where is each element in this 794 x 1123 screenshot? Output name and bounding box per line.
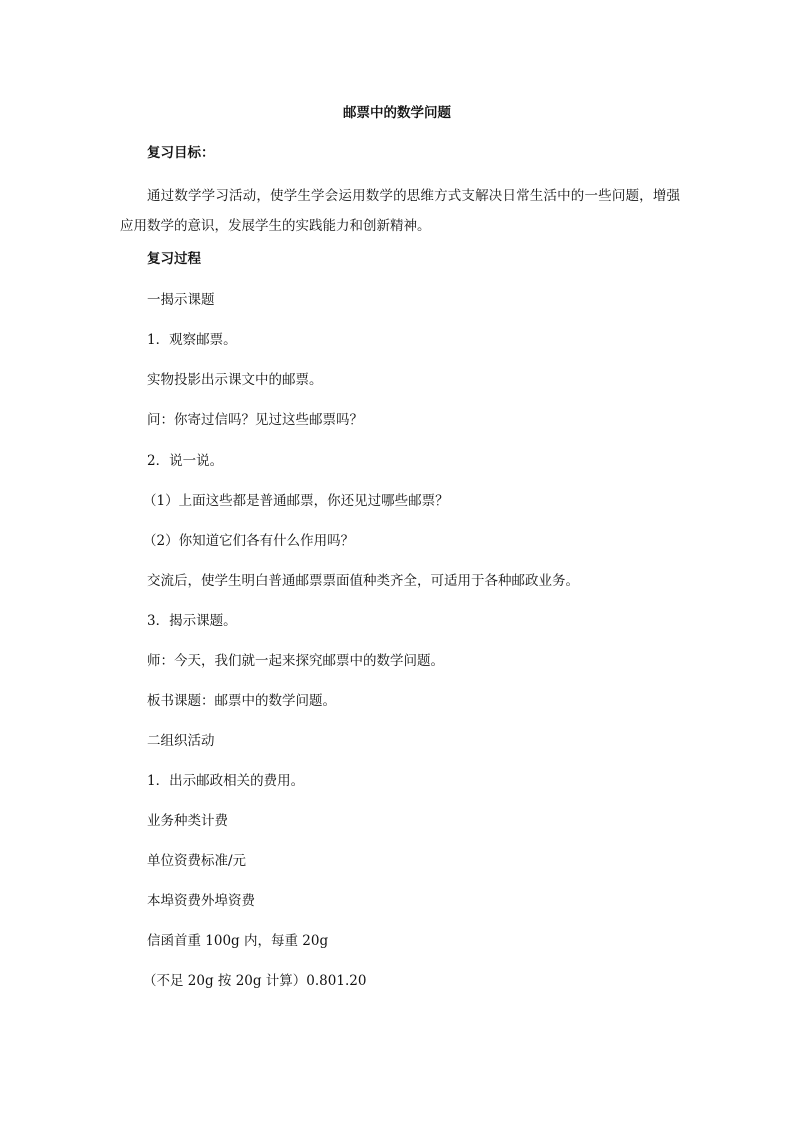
question-item: （1）上面这些都是普通邮票，你还见过哪些邮票？: [143, 493, 449, 509]
process-heading: 复习过程: [147, 251, 201, 267]
objectives-heading: 复习目标：: [147, 145, 215, 161]
step-reveal-topic: 3．揭示课题。: [147, 613, 237, 629]
document-title: 邮票中的数学问题: [343, 105, 451, 121]
text-line: 板书课题：邮票中的数学问题。: [147, 693, 336, 709]
text-line: （不足 20g 按 20g 计算）0.801.20: [143, 973, 367, 989]
text-line: 单位资费标准/元: [147, 853, 247, 869]
step-say: 2．说一说。: [147, 453, 224, 469]
text-line: 师：今天，我们就一起来探究邮票中的数学问题。: [147, 653, 444, 669]
step-observe-stamps: 1．观察邮票。: [147, 332, 237, 348]
text-line: 本埠资费外埠资费: [147, 893, 255, 909]
section-heading-organize-activity: 二组织活动: [147, 733, 215, 749]
text-line: 业务种类计费: [147, 813, 228, 829]
text-line: 交流后，使学生明白普通邮票票面值种类齐全，可适用于各种邮政业务。: [147, 573, 579, 589]
text-line: 实物投影出示课文中的邮票。: [147, 372, 323, 388]
objectives-paragraph: 通过数学学习活动，使学生学会运用数学的思维方式支解决日常生活中的一些问题，增强应用数学的意识，发展学生的实践能力和创新精神。: [120, 188, 680, 234]
text-line: 信函首重 100g 内，每重 20g: [147, 933, 329, 949]
text-line: 问：你寄过信吗？见过这些邮票吗？: [147, 412, 363, 428]
question-item: （2）你知道它们各有什么作用吗？: [143, 533, 355, 549]
step-postal-fees: 1．出示邮政相关的费用。: [147, 773, 305, 789]
section-heading-reveal-topic: 一揭示课题: [147, 292, 215, 308]
